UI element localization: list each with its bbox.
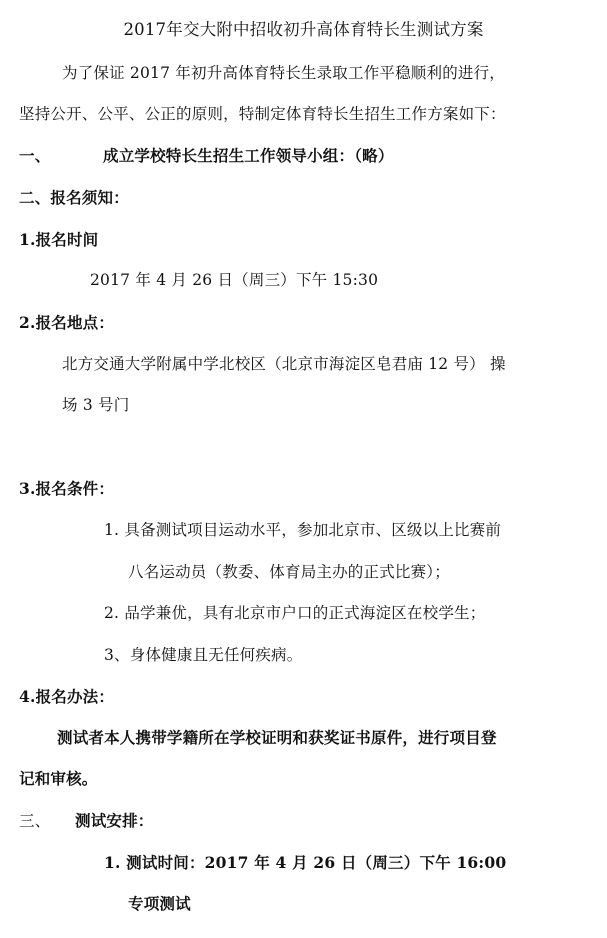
intro-paragraph-line-2: 坚持公开、公平、公正的原则，特制定体育特长生招生工作方案如下： xyxy=(19,105,506,123)
condition-2: 2. 品学兼优，具有北京市户口的正式海淀区在校学生； xyxy=(104,604,486,622)
document-title: 2017年交大附中招收初升高体育特长生测试方案 xyxy=(123,20,484,39)
condition-1-line-1: 1. 具备测试项目运动水平，参加北京市、区级以上比赛前 xyxy=(104,521,502,539)
section-2-heading: 二、报名须知： xyxy=(19,188,129,207)
section-3-number: 三、 xyxy=(19,812,51,830)
section-3-heading: 测试安排： xyxy=(75,811,154,830)
condition-3: 3、身体健康且无任何疾病。 xyxy=(104,646,303,664)
section-1-heading: 成立学校特长生招生工作领导小组：（略） xyxy=(103,146,394,165)
registration-method-line-2: 记和审核。 xyxy=(19,769,98,788)
condition-1-line-2: 八名运动员（教委、体育局主办的正式比赛）； xyxy=(128,563,450,581)
registration-conditions-label: 3.报名条件： xyxy=(19,479,115,498)
registration-time-label: 1.报名时间 xyxy=(19,230,99,249)
registration-time-text: 2017 年 4 月 26 日（周三）下午 15:30 xyxy=(90,271,379,289)
test-time-line: 1. 测试时间：2017 年 4 月 26 日（周三）下午 16:00 xyxy=(104,853,507,872)
registration-method-line-1: 测试者本人携带学籍所在学校证明和获奖证书原件，进行项目登 xyxy=(57,728,497,747)
section-1-number: 一、 xyxy=(19,146,51,165)
registration-place-line-1: 北方交通大学附属中学北校区（北京市海淀区皂君庙 12 号） 操 xyxy=(62,355,506,373)
test-type-line: 专项测试 xyxy=(128,894,191,913)
intro-paragraph-line-1: 为了保证 2017 年初升高体育特长生录取工作平稳顺利的进行， xyxy=(62,64,506,82)
registration-method-label: 4.报名办法： xyxy=(19,687,115,706)
registration-place-label: 2.报名地点： xyxy=(19,313,115,332)
registration-place-line-2: 场 3 号门 xyxy=(62,396,130,414)
